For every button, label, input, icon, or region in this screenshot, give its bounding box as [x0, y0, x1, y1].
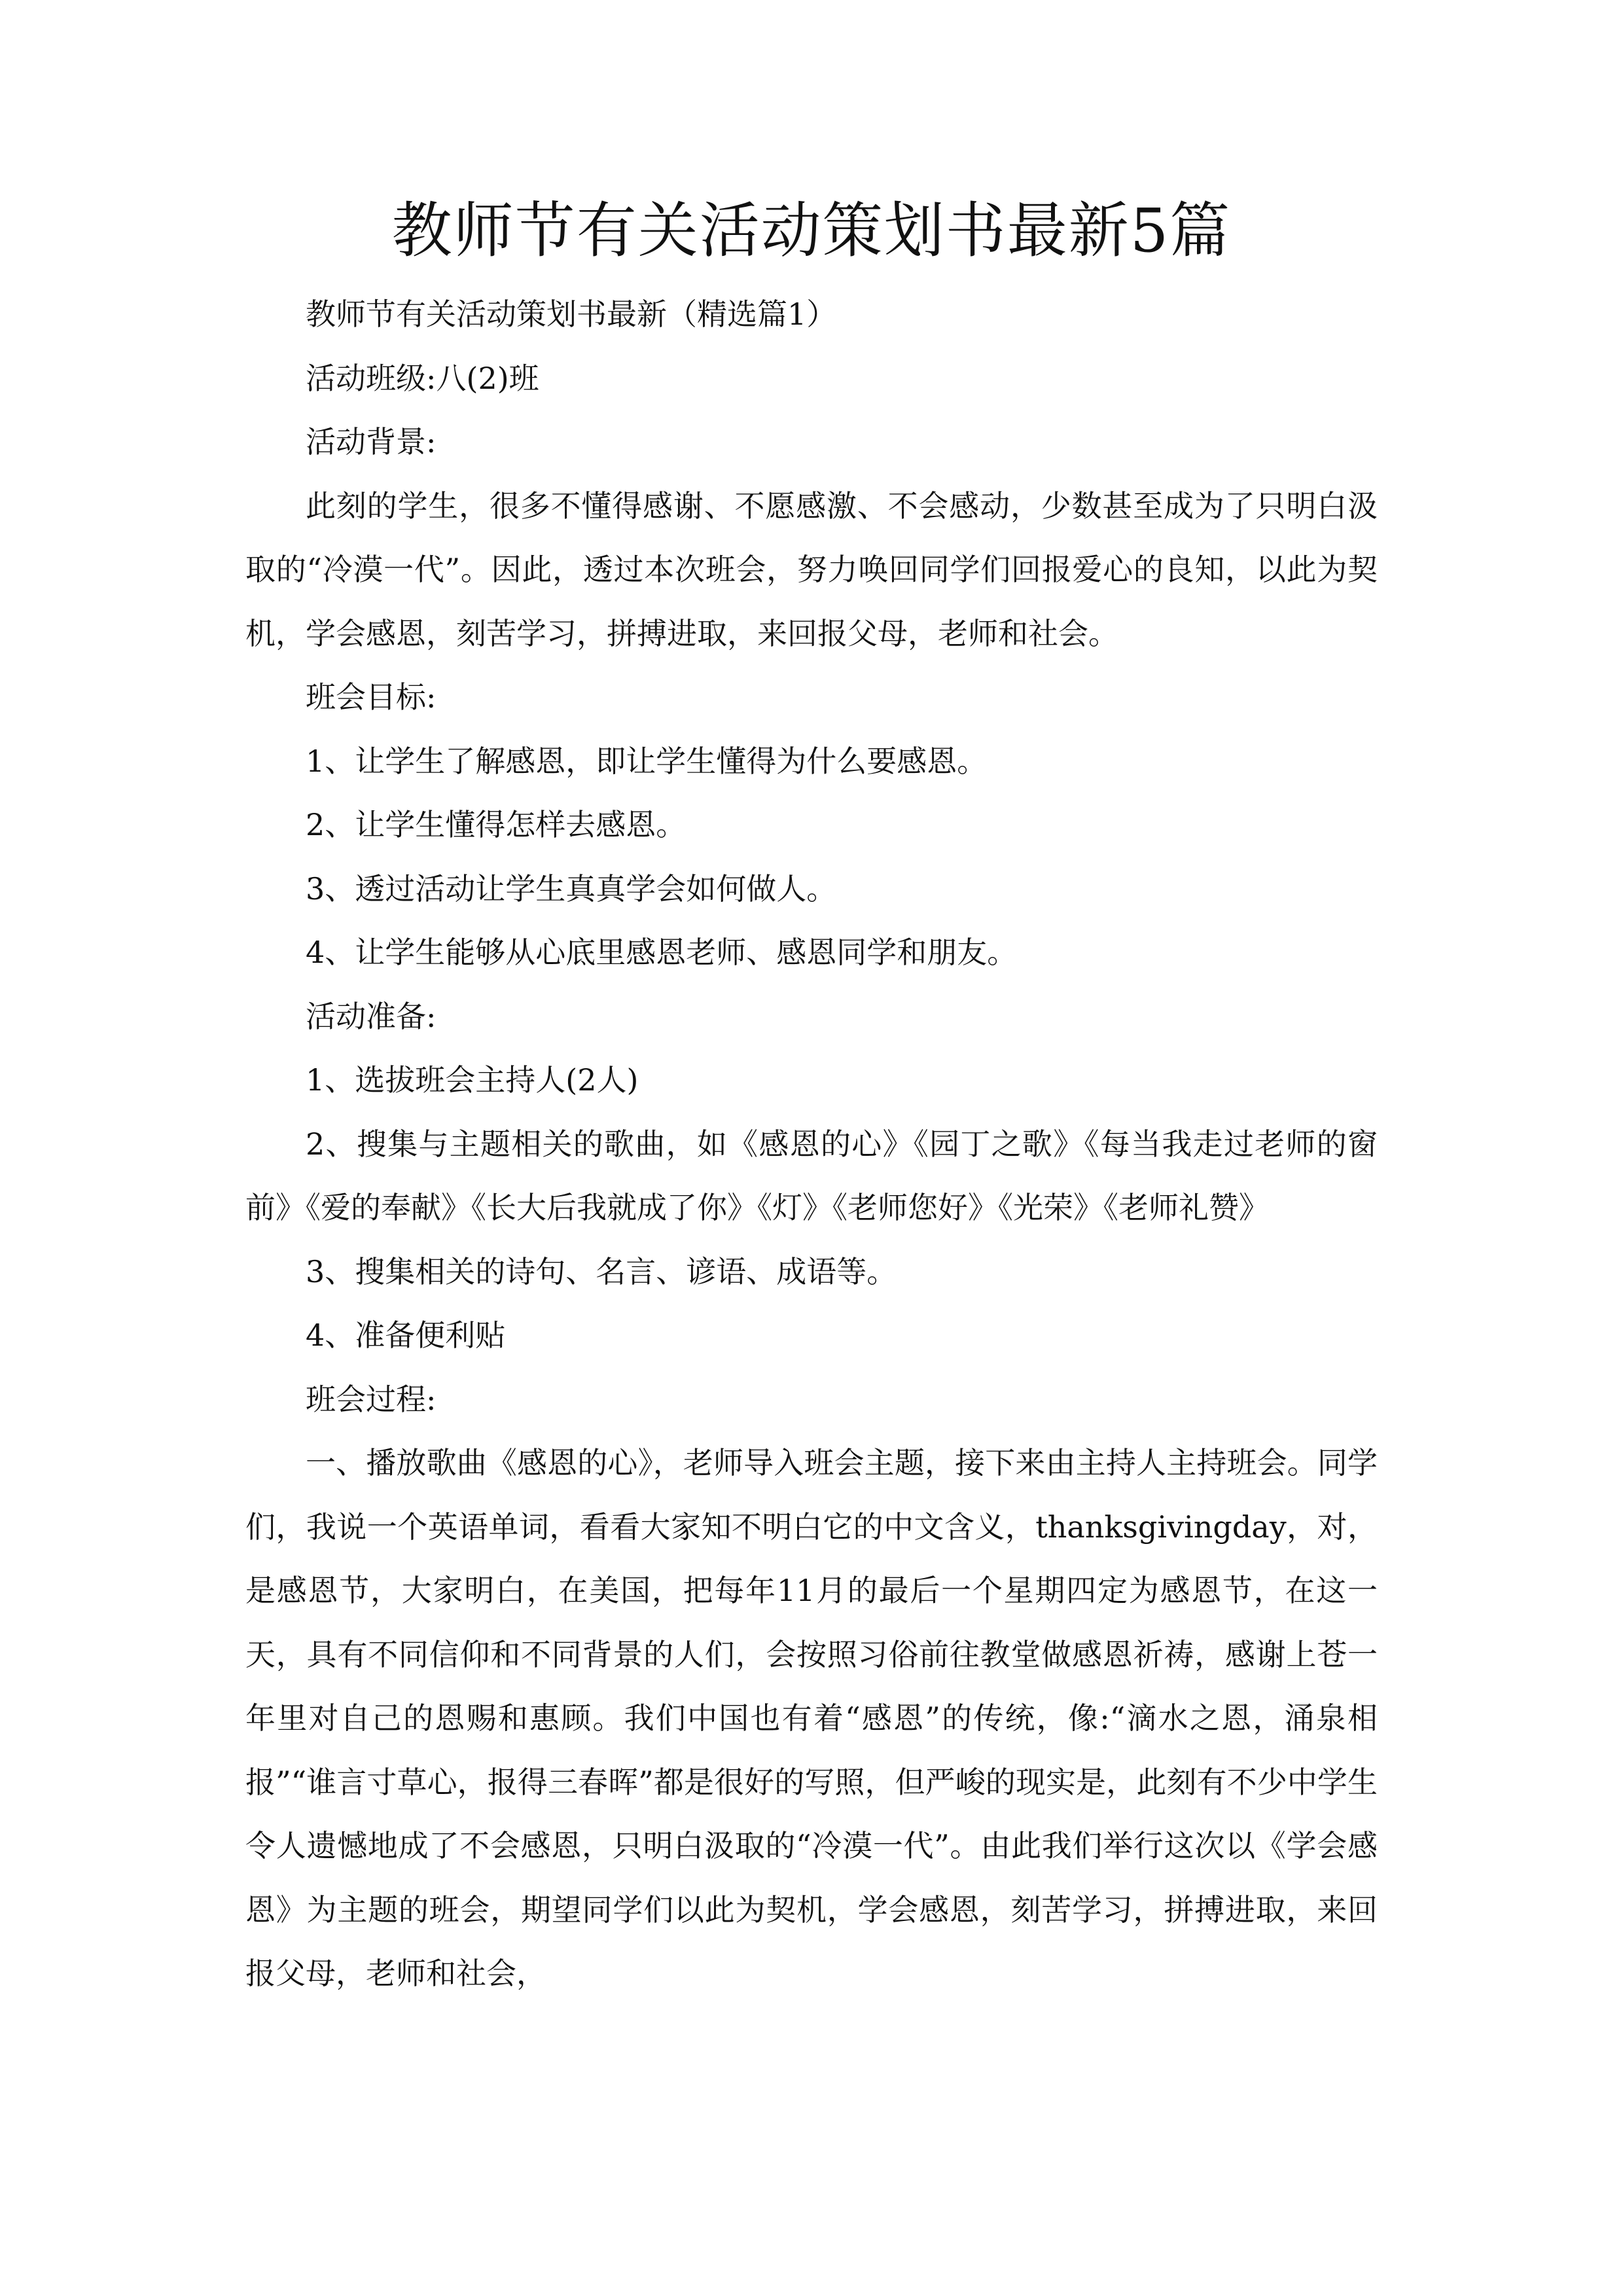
- heading-class-goals: 班会目标:: [306, 679, 437, 715]
- document-title: 教师节有关活动策划书最新5篇: [391, 196, 1232, 266]
- goal-item-4: 4、让学生能够从心底里感恩老师、感恩同学和朋友。: [306, 935, 1018, 970]
- paragraph-background: 此刻的学生，很多不懂得感谢、不愿感激、不会感动，少数甚至成为了只明白汲取的“冷漠一代”。因此，透过本次班会，努力唤回同学们回报爱心的良知，以此为契机，学会感恩，刻苦学习，拼搏进取，来回报父母，老师和社会。: [245, 488, 1378, 651]
- goal-item-1: 1、让学生了解感恩，即让学生懂得为什么要感恩。: [306, 743, 988, 779]
- prep-item-3: 3、搜集相关的诗句、名言、谚语、成语等。: [306, 1253, 897, 1289]
- document-body: [245, 283, 1378, 2006]
- section-heading-article-1: 教师节有关活动策划书最新（精选篇1）: [306, 296, 837, 332]
- process-step-1: 一、播放歌曲《感恩的心》，老师导入班会主题，接下来由主持人主持班会。同学们，我说一个英语单词，看看大家知不明白它的中文含义，thanksgivingday，对，是感恩节，大家明白，在美国，把每年11月的最后一个星期四定为感恩节，在这一天，具有不同信仰和不同背景的人们，会按照习俗前往教堂做感恩祈祷，感谢上苍一年里对自己的恩赐和惠顾。我们中国也有着“感恩”的传统，像:“滴水之恩，涌泉相报”“谁言寸草心，报得三春晖”都是很好的写照，但严峻的现实是，此刻有不少中学生令人遗憾地成了不会感恩，只明白汲取的“冷漠一代”。由此我们举行这次以《学会感恩》为主题的班会，期望同学们以此为契机，学会感恩，刻苦学习，拼搏进取，来回报父母，老师和社会，: [245, 1445, 1378, 1991]
- goal-item-3: 3、透过活动让学生真真学会如何做人。: [306, 870, 837, 906]
- activity-class: 活动班级:八(2)班: [306, 360, 539, 396]
- prep-item-1: 1、选拔班会主持人(2人): [306, 1062, 639, 1098]
- heading-activity-preparation: 活动准备:: [306, 998, 437, 1034]
- prep-item-4: 4、准备便利贴: [306, 1318, 506, 1353]
- prep-item-2: 2、搜集与主题相关的歌曲，如《感恩的心》《园丁之歌》《每当我走过老师的窗前》《爱的奉献》《长大后我就成了你》《灯》《老师您好》《光荣》《老师礼赞》: [245, 1126, 1378, 1225]
- heading-activity-background: 活动背景:: [306, 424, 437, 459]
- goal-item-2: 2、让学生懂得怎样去感恩。: [306, 807, 687, 842]
- heading-class-process: 班会过程:: [306, 1381, 437, 1417]
